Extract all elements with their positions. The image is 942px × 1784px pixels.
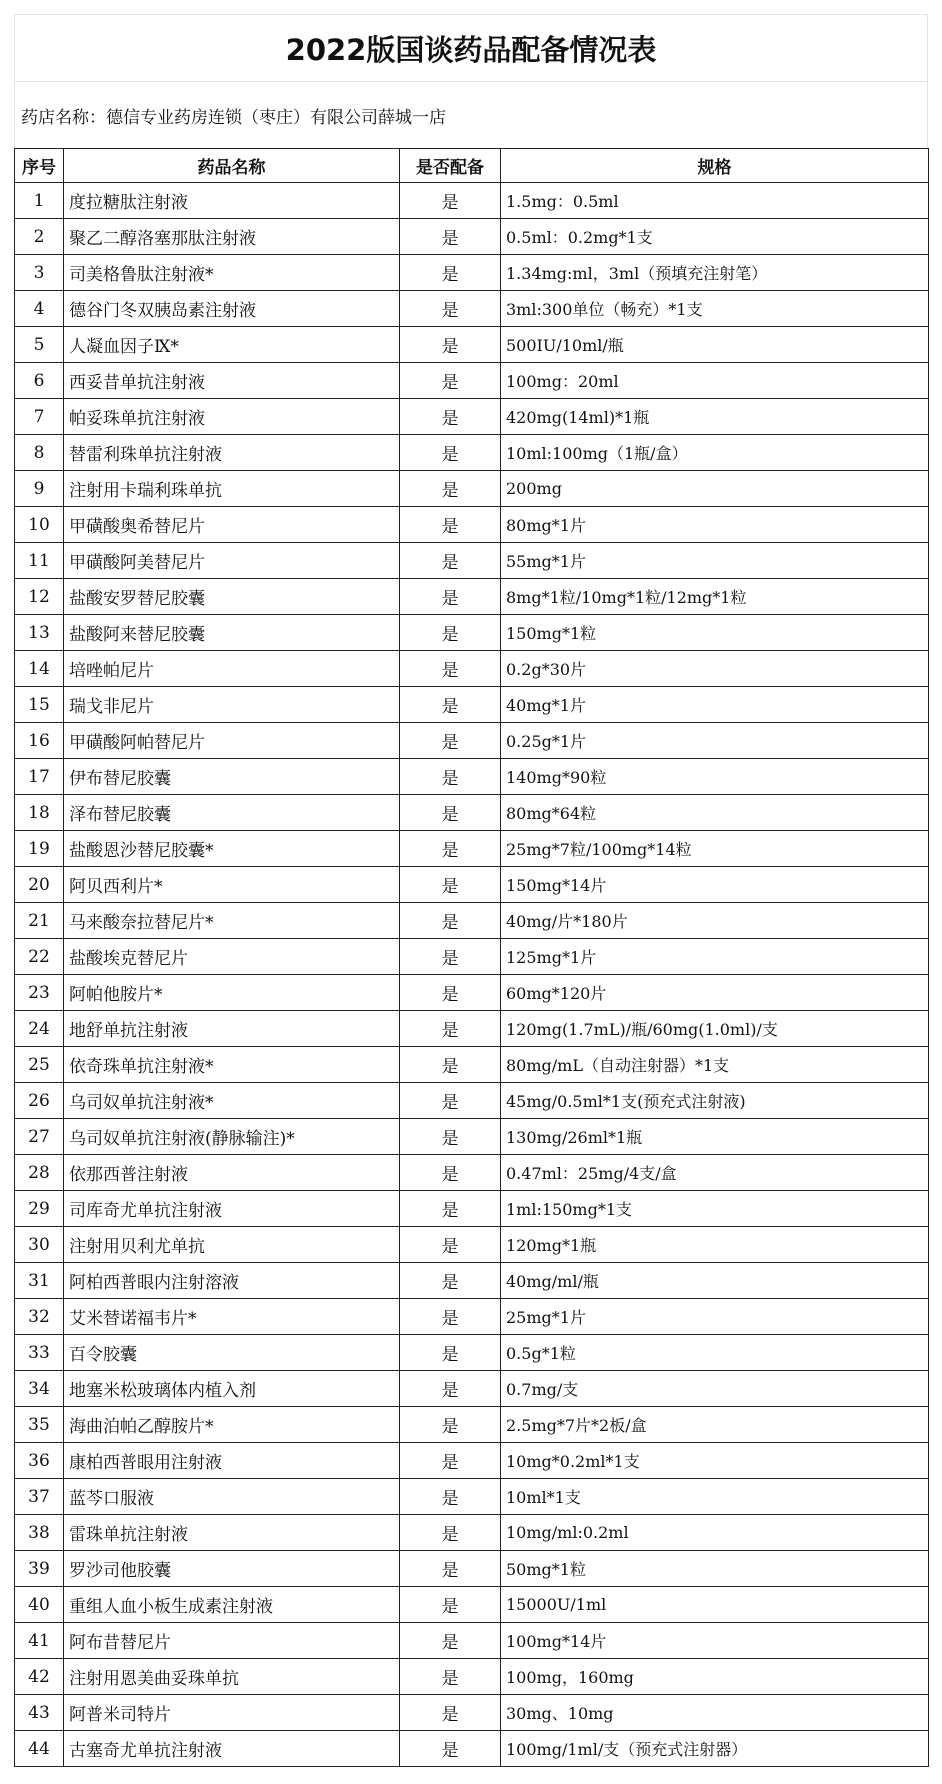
cell-equipped: 是 <box>400 1443 501 1479</box>
cell-spec: 0.2g*30片 <box>501 651 929 687</box>
cell-equipped: 是 <box>400 1299 501 1335</box>
sheet <box>14 14 928 1767</box>
cell-no: 32 <box>15 1299 64 1335</box>
cell-equipped: 是 <box>400 1551 501 1587</box>
cell-no: 5 <box>15 327 64 363</box>
cell-no: 42 <box>15 1659 64 1695</box>
table-row <box>15 1227 929 1263</box>
cell-no: 44 <box>15 1731 64 1767</box>
table-row <box>15 1695 929 1731</box>
cell-no: 33 <box>15 1335 64 1371</box>
cell-no: 24 <box>15 1011 64 1047</box>
cell-no: 36 <box>15 1443 64 1479</box>
cell-spec: 10mg*0.2ml*1支 <box>501 1443 929 1479</box>
table-row <box>15 363 929 399</box>
cell-equipped: 是 <box>400 1263 501 1299</box>
cell-spec: 25mg*7粒/100mg*14粒 <box>501 831 929 867</box>
cell-drug-name: 古塞奇尤单抗注射液 <box>64 1731 400 1767</box>
table-row <box>15 399 929 435</box>
table-body <box>15 183 929 1767</box>
cell-drug-name: 帕妥珠单抗注射液 <box>64 399 400 435</box>
cell-spec: 100mg：20ml <box>501 363 929 399</box>
cell-spec: 0.5g*1粒 <box>501 1335 929 1371</box>
table-row <box>15 651 929 687</box>
cell-no: 17 <box>15 759 64 795</box>
cell-equipped: 是 <box>400 1623 501 1659</box>
cell-no: 12 <box>15 579 64 615</box>
cell-drug-name: 人凝血因子Ⅸ* <box>64 327 400 363</box>
cell-drug-name: 甲磺酸阿美替尼片 <box>64 543 400 579</box>
cell-equipped: 是 <box>400 1191 501 1227</box>
table-row <box>15 615 929 651</box>
cell-equipped: 是 <box>400 903 501 939</box>
cell-drug-name: 海曲泊帕乙醇胺片* <box>64 1407 400 1443</box>
cell-no: 3 <box>15 255 64 291</box>
cell-no: 4 <box>15 291 64 327</box>
cell-drug-name: 阿贝西利片* <box>64 867 400 903</box>
table-row <box>15 1659 929 1695</box>
cell-equipped: 是 <box>400 255 501 291</box>
cell-no: 8 <box>15 435 64 471</box>
cell-equipped: 是 <box>400 1335 501 1371</box>
cell-spec: 130mg/26ml*1瓶 <box>501 1119 929 1155</box>
drug-table <box>14 148 929 1767</box>
cell-drug-name: 盐酸恩沙替尼胶囊* <box>64 831 400 867</box>
table-row <box>15 903 929 939</box>
cell-no: 27 <box>15 1119 64 1155</box>
cell-drug-name: 阿帕他胺片* <box>64 975 400 1011</box>
cell-no: 21 <box>15 903 64 939</box>
cell-spec: 100mg*14片 <box>501 1623 929 1659</box>
cell-equipped: 是 <box>400 363 501 399</box>
cell-equipped: 是 <box>400 1047 501 1083</box>
table-row <box>15 1479 929 1515</box>
cell-spec: 25mg*1片 <box>501 1299 929 1335</box>
table-row <box>15 723 929 759</box>
cell-equipped: 是 <box>400 327 501 363</box>
cell-equipped: 是 <box>400 975 501 1011</box>
cell-drug-name: 盐酸安罗替尼胶囊 <box>64 579 400 615</box>
table-row <box>15 1335 929 1371</box>
cell-drug-name: 依那西普注射液 <box>64 1155 400 1191</box>
cell-spec: 40mg/ml/瓶 <box>501 1263 929 1299</box>
cell-no: 2 <box>15 219 64 255</box>
cell-drug-name: 西妥昔单抗注射液 <box>64 363 400 399</box>
cell-drug-name: 阿布昔替尼片 <box>64 1623 400 1659</box>
cell-spec: 0.25g*1片 <box>501 723 929 759</box>
table-row <box>15 471 929 507</box>
cell-no: 40 <box>15 1587 64 1623</box>
cell-drug-name: 伊布替尼胶囊 <box>64 759 400 795</box>
cell-spec: 0.7mg/支 <box>501 1371 929 1407</box>
table-row <box>15 1299 929 1335</box>
cell-spec: 140mg*90粒 <box>501 759 929 795</box>
cell-drug-name: 甲磺酸奥希替尼片 <box>64 507 400 543</box>
store-name-line: 药店名称：德信专业药房连锁（枣庄）有限公司薛城一店 <box>21 107 446 128</box>
cell-spec: 40mg*1片 <box>501 687 929 723</box>
table-row <box>15 1083 929 1119</box>
cell-equipped: 是 <box>400 471 501 507</box>
store-row <box>14 81 928 148</box>
cell-spec: 1ml:150mg*1支 <box>501 1191 929 1227</box>
cell-no: 11 <box>15 543 64 579</box>
table-row <box>15 1551 929 1587</box>
cell-drug-name: 甲磺酸阿帕替尼片 <box>64 723 400 759</box>
cell-spec: 10ml:100mg（1瓶/盒） <box>501 435 929 471</box>
cell-no: 1 <box>15 183 64 219</box>
table-row <box>15 795 929 831</box>
cell-drug-name: 马来酸奈拉替尼片* <box>64 903 400 939</box>
cell-spec: 100mg，160mg <box>501 1659 929 1695</box>
cell-equipped: 是 <box>400 1731 501 1767</box>
cell-no: 30 <box>15 1227 64 1263</box>
table-header-row <box>15 149 929 183</box>
table-row <box>15 1011 929 1047</box>
cell-spec: 80mg*64粒 <box>501 795 929 831</box>
cell-drug-name: 度拉糖肽注射液 <box>64 183 400 219</box>
cell-equipped: 是 <box>400 615 501 651</box>
cell-no: 31 <box>15 1263 64 1299</box>
cell-spec: 120mg(1.7mL)/瓶/60mg(1.0ml)/支 <box>501 1011 929 1047</box>
cell-equipped: 是 <box>400 1227 501 1263</box>
cell-drug-name: 培唑帕尼片 <box>64 651 400 687</box>
cell-drug-name: 司库奇尤单抗注射液 <box>64 1191 400 1227</box>
cell-no: 29 <box>15 1191 64 1227</box>
cell-no: 16 <box>15 723 64 759</box>
cell-spec: 150mg*1粒 <box>501 615 929 651</box>
table-row <box>15 687 929 723</box>
cell-no: 18 <box>15 795 64 831</box>
cell-spec: 10mg/ml:0.2ml <box>501 1515 929 1551</box>
table-row <box>15 1587 929 1623</box>
table-row <box>15 831 929 867</box>
cell-equipped: 是 <box>400 1407 501 1443</box>
cell-drug-name: 依奇珠单抗注射液* <box>64 1047 400 1083</box>
table-row <box>15 939 929 975</box>
cell-spec: 2.5mg*7片*2板/盒 <box>501 1407 929 1443</box>
cell-equipped: 是 <box>400 831 501 867</box>
cell-no: 19 <box>15 831 64 867</box>
table-row <box>15 1407 929 1443</box>
cell-drug-name: 百令胶囊 <box>64 1335 400 1371</box>
cell-equipped: 是 <box>400 1371 501 1407</box>
cell-spec: 120mg*1瓶 <box>501 1227 929 1263</box>
table-row <box>15 759 929 795</box>
table-row <box>15 183 929 219</box>
cell-drug-name: 司美格鲁肽注射液* <box>64 255 400 291</box>
cell-equipped: 是 <box>400 1155 501 1191</box>
cell-spec: 50mg*1粒 <box>501 1551 929 1587</box>
cell-spec: 45mg/0.5ml*1支(预充式注射液) <box>501 1083 929 1119</box>
cell-equipped: 是 <box>400 723 501 759</box>
cell-equipped: 是 <box>400 939 501 975</box>
table-row <box>15 291 929 327</box>
table-row <box>15 507 929 543</box>
table-row <box>15 867 929 903</box>
title-row <box>14 14 928 81</box>
cell-equipped: 是 <box>400 1515 501 1551</box>
cell-no: 13 <box>15 615 64 651</box>
cell-equipped: 是 <box>400 651 501 687</box>
cell-drug-name: 德谷门冬双胰岛素注射液 <box>64 291 400 327</box>
cell-drug-name: 注射用贝利尤单抗 <box>64 1227 400 1263</box>
cell-drug-name: 阿普米司特片 <box>64 1695 400 1731</box>
table-row <box>15 1119 929 1155</box>
cell-no: 43 <box>15 1695 64 1731</box>
table-row <box>15 975 929 1011</box>
table-row <box>15 435 929 471</box>
cell-spec: 15000U/1ml <box>501 1587 929 1623</box>
cell-equipped: 是 <box>400 795 501 831</box>
table-row <box>15 1047 929 1083</box>
cell-equipped: 是 <box>400 399 501 435</box>
cell-no: 9 <box>15 471 64 507</box>
cell-drug-name: 盐酸阿来替尼胶囊 <box>64 615 400 651</box>
cell-spec: 200mg <box>501 471 929 507</box>
cell-spec: 3ml:300单位（畅充）*1支 <box>501 291 929 327</box>
cell-drug-name: 阿柏西普眼内注射溶液 <box>64 1263 400 1299</box>
cell-spec: 10ml*1支 <box>501 1479 929 1515</box>
cell-drug-name: 注射用卡瑞利珠单抗 <box>64 471 400 507</box>
cell-equipped: 是 <box>400 219 501 255</box>
cell-no: 39 <box>15 1551 64 1587</box>
cell-spec: 80mg/mL（自动注射器）*1支 <box>501 1047 929 1083</box>
cell-no: 41 <box>15 1623 64 1659</box>
cell-no: 23 <box>15 975 64 1011</box>
cell-spec: 8mg*1粒/10mg*1粒/12mg*1粒 <box>501 579 929 615</box>
cell-equipped: 是 <box>400 759 501 795</box>
table-row <box>15 1191 929 1227</box>
column-header-spec: 规格 <box>501 149 929 183</box>
cell-drug-name: 地舒单抗注射液 <box>64 1011 400 1047</box>
table-row <box>15 1515 929 1551</box>
cell-drug-name: 地塞米松玻璃体内植入剂 <box>64 1371 400 1407</box>
cell-drug-name: 替雷利珠单抗注射液 <box>64 435 400 471</box>
cell-drug-name: 注射用恩美曲妥珠单抗 <box>64 1659 400 1695</box>
cell-spec: 100mg/1ml/支（预充式注射器） <box>501 1731 929 1767</box>
cell-drug-name: 泽布替尼胶囊 <box>64 795 400 831</box>
cell-spec: 40mg/片*180片 <box>501 903 929 939</box>
cell-equipped: 是 <box>400 1011 501 1047</box>
cell-equipped: 是 <box>400 1479 501 1515</box>
table-row <box>15 1371 929 1407</box>
cell-drug-name: 乌司奴单抗注射液(静脉输注)* <box>64 1119 400 1155</box>
cell-spec: 0.47ml：25mg/4支/盒 <box>501 1155 929 1191</box>
cell-no: 14 <box>15 651 64 687</box>
cell-drug-name: 聚乙二醇洛塞那肽注射液 <box>64 219 400 255</box>
cell-equipped: 是 <box>400 291 501 327</box>
cell-no: 7 <box>15 399 64 435</box>
cell-spec: 80mg*1片 <box>501 507 929 543</box>
column-header-name: 药品名称 <box>64 149 400 183</box>
column-header-equipped: 是否配备 <box>400 149 501 183</box>
cell-no: 28 <box>15 1155 64 1191</box>
cell-no: 20 <box>15 867 64 903</box>
table-row <box>15 255 929 291</box>
table-row <box>15 543 929 579</box>
cell-drug-name: 乌司奴单抗注射液* <box>64 1083 400 1119</box>
cell-no: 26 <box>15 1083 64 1119</box>
cell-no: 25 <box>15 1047 64 1083</box>
cell-equipped: 是 <box>400 435 501 471</box>
cell-no: 34 <box>15 1371 64 1407</box>
cell-drug-name: 重组人血小板生成素注射液 <box>64 1587 400 1623</box>
cell-drug-name: 罗沙司他胶囊 <box>64 1551 400 1587</box>
cell-spec: 60mg*120片 <box>501 975 929 1011</box>
cell-no: 10 <box>15 507 64 543</box>
cell-no: 15 <box>15 687 64 723</box>
cell-no: 37 <box>15 1479 64 1515</box>
cell-drug-name: 蓝芩口服液 <box>64 1479 400 1515</box>
cell-equipped: 是 <box>400 867 501 903</box>
cell-spec: 1.34mg:ml，3ml（预填充注射笔） <box>501 255 929 291</box>
table-row <box>15 219 929 255</box>
table-row <box>15 1443 929 1479</box>
page-title: 2022版国谈药品配备情况表 <box>285 32 657 67</box>
cell-no: 6 <box>15 363 64 399</box>
cell-spec: 30mg、10mg <box>501 1695 929 1731</box>
cell-drug-name: 瑞戈非尼片 <box>64 687 400 723</box>
table-row <box>15 579 929 615</box>
cell-no: 22 <box>15 939 64 975</box>
cell-spec: 500IU/10ml/瓶 <box>501 327 929 363</box>
cell-spec: 1.5mg：0.5ml <box>501 183 929 219</box>
cell-spec: 0.5ml：0.2mg*1支 <box>501 219 929 255</box>
cell-equipped: 是 <box>400 1083 501 1119</box>
cell-no: 38 <box>15 1515 64 1551</box>
cell-drug-name: 盐酸埃克替尼片 <box>64 939 400 975</box>
cell-no: 35 <box>15 1407 64 1443</box>
cell-equipped: 是 <box>400 1695 501 1731</box>
cell-spec: 420mg(14ml)*1瓶 <box>501 399 929 435</box>
column-header-no: 序号 <box>15 149 64 183</box>
cell-equipped: 是 <box>400 1659 501 1695</box>
cell-spec: 150mg*14片 <box>501 867 929 903</box>
cell-equipped: 是 <box>400 543 501 579</box>
table-row <box>15 1623 929 1659</box>
table-row <box>15 327 929 363</box>
cell-drug-name: 雷珠单抗注射液 <box>64 1515 400 1551</box>
cell-equipped: 是 <box>400 1587 501 1623</box>
cell-equipped: 是 <box>400 1119 501 1155</box>
cell-drug-name: 康柏西普眼用注射液 <box>64 1443 400 1479</box>
cell-spec: 125mg*1片 <box>501 939 929 975</box>
cell-equipped: 是 <box>400 507 501 543</box>
table-row <box>15 1731 929 1767</box>
table-row <box>15 1155 929 1191</box>
cell-equipped: 是 <box>400 183 501 219</box>
cell-drug-name: 艾米替诺福韦片* <box>64 1299 400 1335</box>
cell-equipped: 是 <box>400 579 501 615</box>
cell-spec: 55mg*1片 <box>501 543 929 579</box>
cell-equipped: 是 <box>400 687 501 723</box>
table-row <box>15 1263 929 1299</box>
